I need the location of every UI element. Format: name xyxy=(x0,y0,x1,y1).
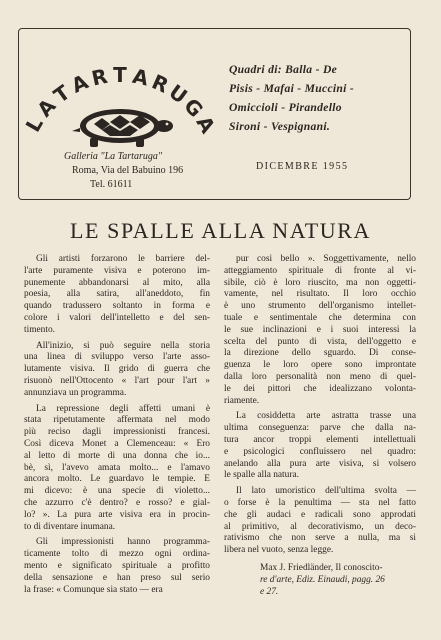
logo-letter: G xyxy=(179,93,209,122)
citation-line: Max J. Friedländer, Il conoscito- xyxy=(260,562,383,573)
article-text-line: al primitivo, al decorativismo, un deco- xyxy=(224,521,416,532)
logo-letter: T xyxy=(113,63,127,87)
article-text-line: bè, sì, l'avevo amata molto... e l'amavo xyxy=(24,462,210,473)
article-text-line: anelando alla pura arte visiva, si volsero xyxy=(224,458,416,469)
article-text-line: Gli artisti forzarono le barriere del- xyxy=(36,254,210,264)
article-text-line: più reciso dagli impressionisti francesi. xyxy=(24,427,210,438)
logo-letter: A xyxy=(191,111,221,138)
gallery-phone: Tel. 61611 xyxy=(90,179,133,190)
artists-line: Pisis - Mafai - Muccini - xyxy=(229,82,355,95)
article-text-line: guenza le loro opere sono improntate xyxy=(224,360,416,371)
article-text-line: annunziava un programma. xyxy=(24,387,127,398)
tartaruga-logo xyxy=(20,56,221,152)
article-text-line: to di diventare inumana. xyxy=(24,521,116,532)
artists-line: Omiccioli - Pirandello xyxy=(229,101,342,114)
article-text-line: risuonò nell'Ottocento « l'art pour l'art » xyxy=(24,375,210,386)
logo-letter: L xyxy=(20,112,48,137)
article-text-line: rativismo che non serve a nulla, ma si xyxy=(224,533,416,544)
article-text-line: vamente, nel risultato. Il loro occhio xyxy=(224,289,416,300)
article-text-line: La cosiddetta arte astratta trasse una xyxy=(236,411,416,422)
gallery-address: Roma, Via del Babuino 196 xyxy=(72,165,184,176)
citation-line: re d'arte, Ediz. Einaudi, pagg. 26 xyxy=(260,574,385,585)
article-title: LE SPALLE ALLA NATURA xyxy=(69,218,372,243)
article-text-line: pur così bello ». Soggettivamente, nello xyxy=(236,254,416,264)
article-text-line: è uno strumento dell'organismo intellet- xyxy=(224,301,416,312)
article-text-line: Il lato umoristico dell'ultima svolta — xyxy=(236,486,416,497)
article-text-line: Gli impressionisti hanno programma- xyxy=(36,537,210,548)
article-text-line: libera nel vuoto, senza legge. xyxy=(224,545,334,556)
article-right-column xyxy=(224,254,416,598)
article-text-line: atteggiamento spirituale di fronte al vi- xyxy=(224,265,416,276)
article-text-line: le dei pittori che idealizzano volonta- xyxy=(224,383,416,394)
article-text-line: stata ripetutamente affermata nel modo xyxy=(24,415,210,426)
article-text-line: timento. xyxy=(24,324,55,335)
article-text-line: lutamente visiva. Il grido di guerra che xyxy=(24,364,210,375)
logo-letter: A xyxy=(32,93,61,122)
article-text-line: al letto di morte di una donna che io... xyxy=(24,450,210,461)
logo-letter: U xyxy=(164,79,192,109)
article-text-line: l'arte puramente visiva e poterono im- xyxy=(24,265,210,276)
article-text-line: punemente abbandonarsi al mito, alla xyxy=(24,277,210,288)
logo-letter: T xyxy=(49,80,75,108)
article-text-line: mi dicevo: è una specie di violetto... xyxy=(24,486,210,497)
article-text-line: riamente. xyxy=(224,395,260,406)
gallery-name: Galleria "La Tartaruga" xyxy=(64,151,163,162)
article-text-line: Così diceva Monet a Clemenceau: « Ero xyxy=(24,438,210,449)
article-text-line: colore i valori dell'intelletto e del sen- xyxy=(24,312,210,323)
logo-letter: R xyxy=(89,63,110,91)
article-text-line: una linea di sviluppo verso l'arte asso- xyxy=(24,352,210,363)
article-text-line: la frase: « Comunque sia stato — era xyxy=(24,584,163,595)
artists-list xyxy=(229,60,399,136)
article-text-line: quando tradussero soltanto in forma e xyxy=(24,301,210,312)
article-text-line: mento e significato spirituale a profitto xyxy=(24,560,210,571)
gallery-info xyxy=(64,150,214,192)
article-text-line: che azzurro c'è dentro? e rosso? e gial- xyxy=(24,497,210,508)
article-text-line: La repressione degli affetti umani è xyxy=(36,403,210,414)
issue-date: DICEMBRE 1955 xyxy=(256,161,349,172)
artists-line: Quadri di: Balla - De xyxy=(229,63,338,76)
article-text-line: la direzione dello sguardo. Di conse- xyxy=(224,348,416,359)
article-text-line: o forse è la penultima — sta nel fatto xyxy=(224,497,416,508)
citation-line: e 27. xyxy=(260,586,279,597)
artists-line: Sironi - Vespignani. xyxy=(229,120,331,133)
article-text-line: dalla loro personalità non meno di quel- xyxy=(224,371,416,382)
article-text-line: tura ancor troppi elementi intellettuali xyxy=(224,434,416,445)
article-text-line: e psicologici confluissero nel quadro: xyxy=(224,446,416,457)
article-text-line: ancora molto. Le guardavo le tempie. E xyxy=(24,474,210,485)
article-text-line: lo? ». La pura arte visiva era in procin- xyxy=(24,509,210,520)
logo-letter: R xyxy=(148,69,173,98)
article-text-line: poesia, alla satira, all'aneddoto, fin xyxy=(24,289,210,300)
article-left-column xyxy=(24,254,210,596)
article-text-line: che gli audaci e radicali sono approdati xyxy=(224,509,416,520)
article-text-line: scelta del punto di vista, dell'oggetto e xyxy=(224,336,416,347)
logo-letter: A xyxy=(130,63,151,91)
article-text-line: ticamente tolto di mezzo ogni ordina- xyxy=(24,549,210,560)
article-text-line: ultima conseguenza: parve che dalla na- xyxy=(224,423,416,434)
article-text-line: sibile, ciò è loro riuscito, ma non oggetti- xyxy=(224,277,416,288)
article-text-line: della sensazione e han preso sul serio xyxy=(24,572,210,583)
article-text-line: le sue inclinazioni e i suoi interessi la xyxy=(224,324,416,335)
article-text-line: le spalle alla natura. xyxy=(224,470,299,481)
article-text-line: All'inizio, si può seguire nella storia xyxy=(36,340,210,351)
article-text-line: tuale e sentimentale che determina con xyxy=(224,312,416,323)
logo-letter: A xyxy=(67,69,92,98)
